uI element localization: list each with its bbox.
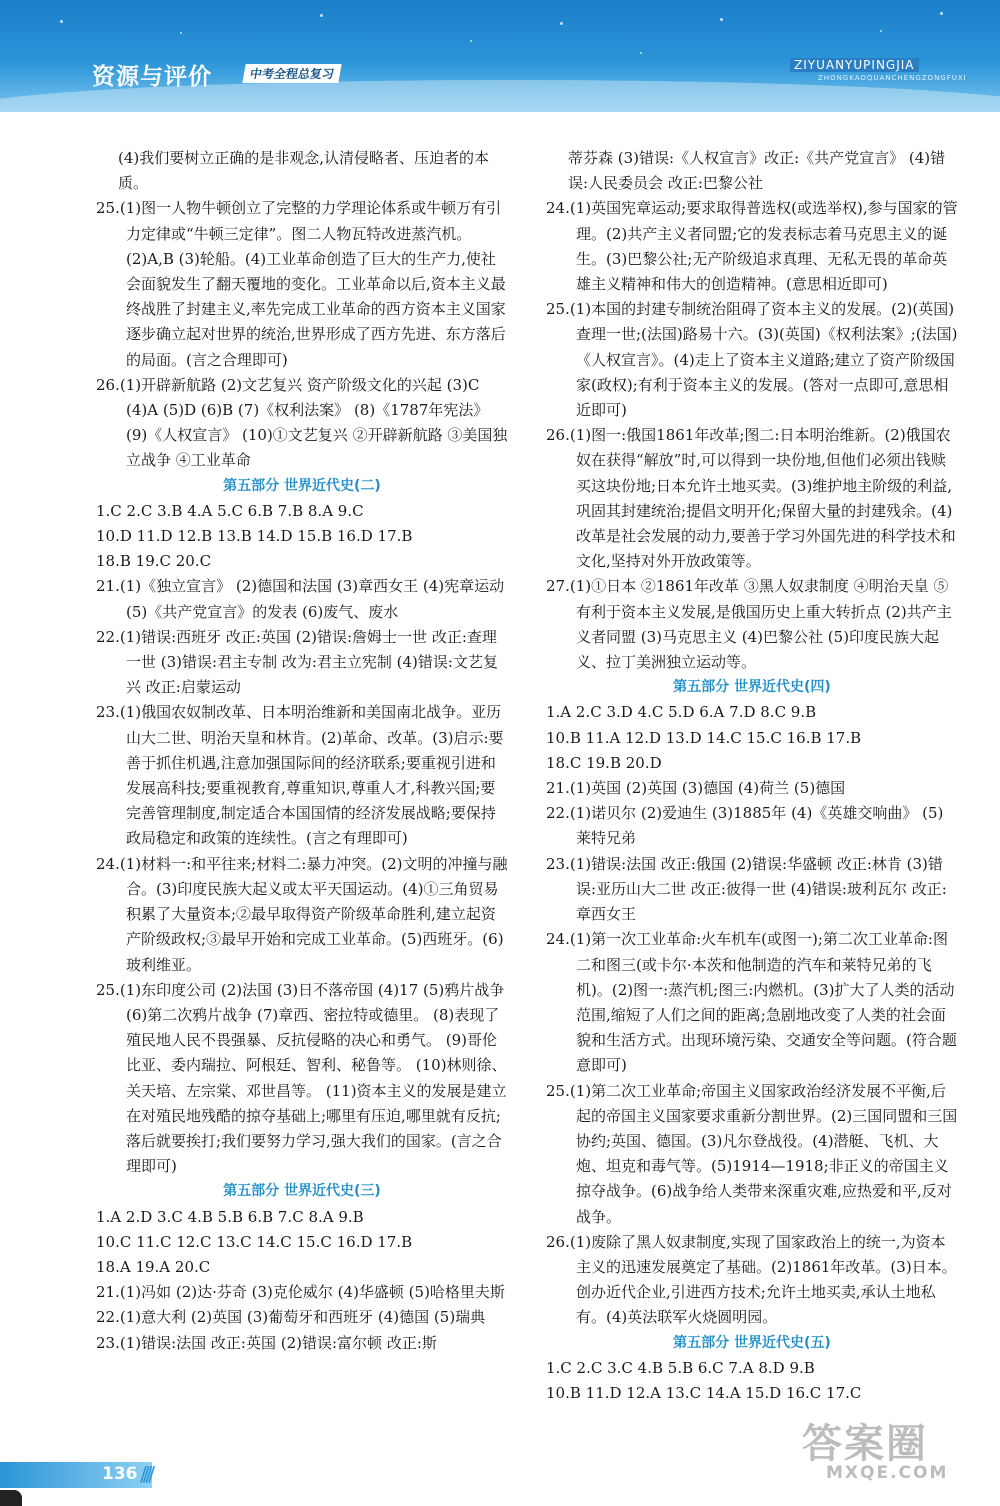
brand-subtitle: 中考全程总复习 bbox=[242, 64, 341, 83]
answer-item: 22.(1)错误:西班牙 改正:英国 (2)错误:詹姆士一世 改正:查理一世 (3)错误:君主专制 改为:君主立宪制 (4)错误:文艺复兴 改正:启蒙运动 bbox=[96, 627, 498, 697]
watermark-main: 答案圈 bbox=[802, 1421, 928, 1467]
answer-item: 21.(1)冯如 (2)达·芬奇 (3)克伦威尔 (4)华盛顿 (5)哈格里夫斯 bbox=[96, 1283, 505, 1302]
corner-mark bbox=[0, 1490, 22, 1506]
choice-row: 18.B 19.C 20.C bbox=[96, 552, 212, 571]
watermark bbox=[802, 1412, 948, 1483]
section-heading: 第五部分 世界近代史(五) bbox=[673, 1334, 831, 1351]
answer-item: 23.(1)错误:法国 改正:俄国 (2)错误:华盛顿 改正:林肯 (3)错误:亚历山大二世 改正:彼得一世 (4)错误:玻利瓦尔 改正:章西女王 bbox=[546, 854, 947, 924]
answer-item: 22.(1)诺贝尔 (2)爱迪生 (3)1885年 (4)《英雄交响曲》 (5)莱特兄弟 bbox=[546, 804, 944, 848]
choice-row: 1.C 2.C 3.B 4.A 5.C 6.B 7.B 8.A 9.C bbox=[96, 501, 364, 520]
choice-row: 10.C 11.C 12.C 13.C 14.C 15.C 16.D 17.B bbox=[96, 1232, 413, 1251]
watermark-url: MXQE.COM bbox=[826, 1463, 949, 1483]
section-heading: 第五部分 世界近代史(二) bbox=[223, 477, 381, 494]
choice-row: 1.C 2.C 3.C 4.B 5.B 6.C 7.A 8.D 9.B bbox=[546, 1358, 815, 1377]
page-stripes-icon: //// bbox=[140, 1462, 151, 1486]
answer-item: 27.(1)①日本 ②1861年改革 ③黑人奴隶制度 ④明治天皇 ⑤有利于资本主义发展,是俄国历史上重大转折点 (2)共产主义者同盟 (3)马克思主义 (4)巴黎公社 (5)印度民族大起义、拉丁美洲独立运动等。 bbox=[546, 577, 952, 672]
left-column bbox=[96, 146, 508, 1356]
answer-item: 23.(1)俄国农奴制改革、日本明治维新和美国南北战争。亚历山大二世、明治天皇和林肯。(2)革命、改革。(3)启示:要善于抓住机遇,注意加强国际间的经济联系;要重视引进和发展高科技;要重视教育,尊重知识,尊重人才,科教兴国;要完善管理制度,制定适合本国国情的经济发展战略;要保持政局稳定和政策的连续性。(言之有理即可) bbox=[96, 703, 504, 848]
choice-row: 1.A 2.C 3.D 4.C 5.D 6.A 7.D 8.C 9.B bbox=[546, 703, 817, 722]
brand-title: 资源与评价 bbox=[92, 64, 212, 90]
choice-row: 10.B 11.D 12.A 13.C 14.A 15.D 16.C 17.C bbox=[546, 1383, 862, 1402]
choice-row: 10.B 11.A 12.D 13.D 14.C 15.C 16.B 17.B bbox=[546, 728, 862, 747]
header-banner bbox=[0, 0, 1000, 112]
page-number: 136 bbox=[102, 1464, 138, 1484]
answer-item: 蒂芬森 (3)错误:《人权宣言》改正:《共产党宣言》 (4)错误:人民委员会 改正:巴黎公社 bbox=[568, 149, 946, 193]
right-column bbox=[546, 146, 958, 1406]
answer-item: 21.(1)英国 (2)英国 (3)德国 (4)荷兰 (5)德国 bbox=[546, 779, 846, 798]
answer-item: 25.(1)东印度公司 (2)法国 (3)日不落帝国 (4)17 (5)鸦片战争 (6)第二次鸦片战争 (7)章西、密拉特或德里。 (8)表现了殖民地人民不畏强暴、反抗侵略的决心和勇气。 (9)哥伦比亚、委内瑞拉、阿根廷、智利、秘鲁等。 (10)林则徐、关天培、左宗棠、邓世昌等。 (11)资本主义的发展是建立在对殖民地残酷的掠夺基础上;哪里有压迫,哪里就有反抗;落后就要挨打;我们要努力学习,强大我们的国家。(言之合理即可) bbox=[96, 980, 507, 1176]
answer-item: 24.(1)英国宪章运动;要求取得普选权(或选举权),参与国家的管理。(2)共产主义者同盟;它的发表标志着马克思主义的诞生。(3)巴黎公社;无产阶级追求真理、无私无畏的革命英雄主义精神和伟大的创造精神。(意思相近即可) bbox=[546, 199, 958, 294]
answer-item: 23.(1)错误:法国 改正:英国 (2)错误:富尔顿 改正:斯 bbox=[96, 1333, 437, 1352]
choice-row: 18.C 19.B 20.D bbox=[546, 753, 662, 772]
answer-item: 22.(1)意大利 (2)英国 (3)葡萄牙和西班牙 (4)德国 (5)瑞典 bbox=[96, 1308, 486, 1327]
answer-item: 24.(1)第一次工业革命:火车机车(或图一);第二次工业革命:图二和图三(或卡尔·本茨和他制造的汽车和莱特兄弟的飞机)。(2)图一:蒸汽机;图三:内燃机。(3)扩大了人类的活动范围,缩短了人们之间的距离;急剧地改变了人类的社会面貌和生活方式。出现环境污染、交通安全等问题。(符合题意即可) bbox=[546, 930, 957, 1075]
answer-item: 21.(1)《独立宣言》 (2)德国和法国 (3)章西女王 (4)宪章运动 (5)《共产党宣言》的发表 (6)废气、废水 bbox=[96, 577, 505, 621]
section-heading: 第五部分 世界近代史(四) bbox=[673, 679, 831, 696]
choice-row: 1.A 2.D 3.C 4.B 5.B 6.B 7.C 8.A 9.B bbox=[96, 1207, 364, 1226]
choice-row: 10.D 11.D 12.B 13.B 14.D 15.B 16.D 17.B bbox=[96, 527, 413, 546]
answer-item: 24.(1)材料一:和平往来;材料二:暴力冲突。(2)文明的冲撞与融合。(3)印度民族大起义或太平天国运动。(4)①三角贸易积累了大量资本;②最早取得资产阶级革命胜利,建立起资产阶级政权;③最早开始和完成工业革命。(5)西班牙。(6)玻利维亚。 bbox=[96, 854, 508, 974]
answer-item: 25.(1)第二次工业革命;帝国主义国家政治经济发展不平衡,后起的帝国主义国家要求重新分割世界。(2)三国同盟和三国协约;英国、德国。(3)凡尔登战役。(4)潜艇、飞机、大炮、坦克和毒气等。(5)1914—1918;非正义的帝国主义掠夺战争。(6)战争给人类带来深重灾难,应热爱和平,反对战争。 bbox=[546, 1081, 958, 1226]
answer-item: (4)我们要树立正确的是非观念,认清侵略者、压迫者的本质。 bbox=[118, 149, 490, 193]
choice-row: 18.A 19.A 20.C bbox=[96, 1257, 211, 1276]
answer-item: 26.(1)图一:俄国1861年改革;图二:日本明治维新。(2)俄国农奴在获得“解放”时,可以得到一块份地,但他们必须出钱赎买这块份地;日本允许土地买卖。(3)维护地主阶级的利益,巩固其封建统治;提倡文明开化;保留大量的封建残余。(4)改革是社会发展的动力,要善于学习外国先进的科学技术和文化,坚持对外开放政策等。 bbox=[546, 426, 956, 571]
answer-item: 25.(1)图一人物牛顿创立了完整的力学理论体系或牛顿万有引力定律或“牛顿三定律”。图二人物瓦特改进蒸汽机。(2)A,B (3)轮船。(4)工业革命创造了巨大的生产力,使社会面貌发生了翻天覆地的变化。工业革命以后,资本主义最终战胜了封建主义,率先完成工业革命的西方资本主义国家逐步确立起对世界的统治,世界形成了西方先进、东方落后的局面。(言之合理即可) bbox=[96, 199, 506, 369]
answer-item: 26.(1)开辟新航路 (2)文艺复兴 资产阶级文化的兴起 (3)C (4)A (5)D (6)B (7)《权利法案》 (8)《1787年宪法》 (9)《人权宣言》 (10)①文艺复兴 ②开辟新航路 ③美国独立战争 ④工业革命 bbox=[96, 375, 508, 470]
section-heading: 第五部分 世界近代史(三) bbox=[223, 1183, 381, 1200]
brand-pinyin-sub: ZHONGKAOQUANCHENGZONGFUXI bbox=[818, 74, 967, 82]
answer-item: 26.(1)废除了黑人奴隶制度,实现了国家政治上的统一,为资本主义的迅速发展奠定了基础。(2)1861年改革。(3)日本。创办近代企业,引进西方技术;允许土地买卖,承认土地私有。(4)英法联军火烧圆明园。 bbox=[546, 1232, 957, 1327]
brand-pinyin: ZIYUANYUPINGJIA bbox=[790, 58, 919, 72]
answer-item: 25.(1)本国的封建专制统治阻碍了资本主义的发展。(2)(英国)查理一世;(法国)路易十六。(3)(英国)《权利法案》;(法国)《人权宣言》。(4)走上了资本主义道路;建立了资产阶级国家(政权);有利于资本主义的发展。(答对一点即可,意思相近即可) bbox=[546, 300, 958, 420]
